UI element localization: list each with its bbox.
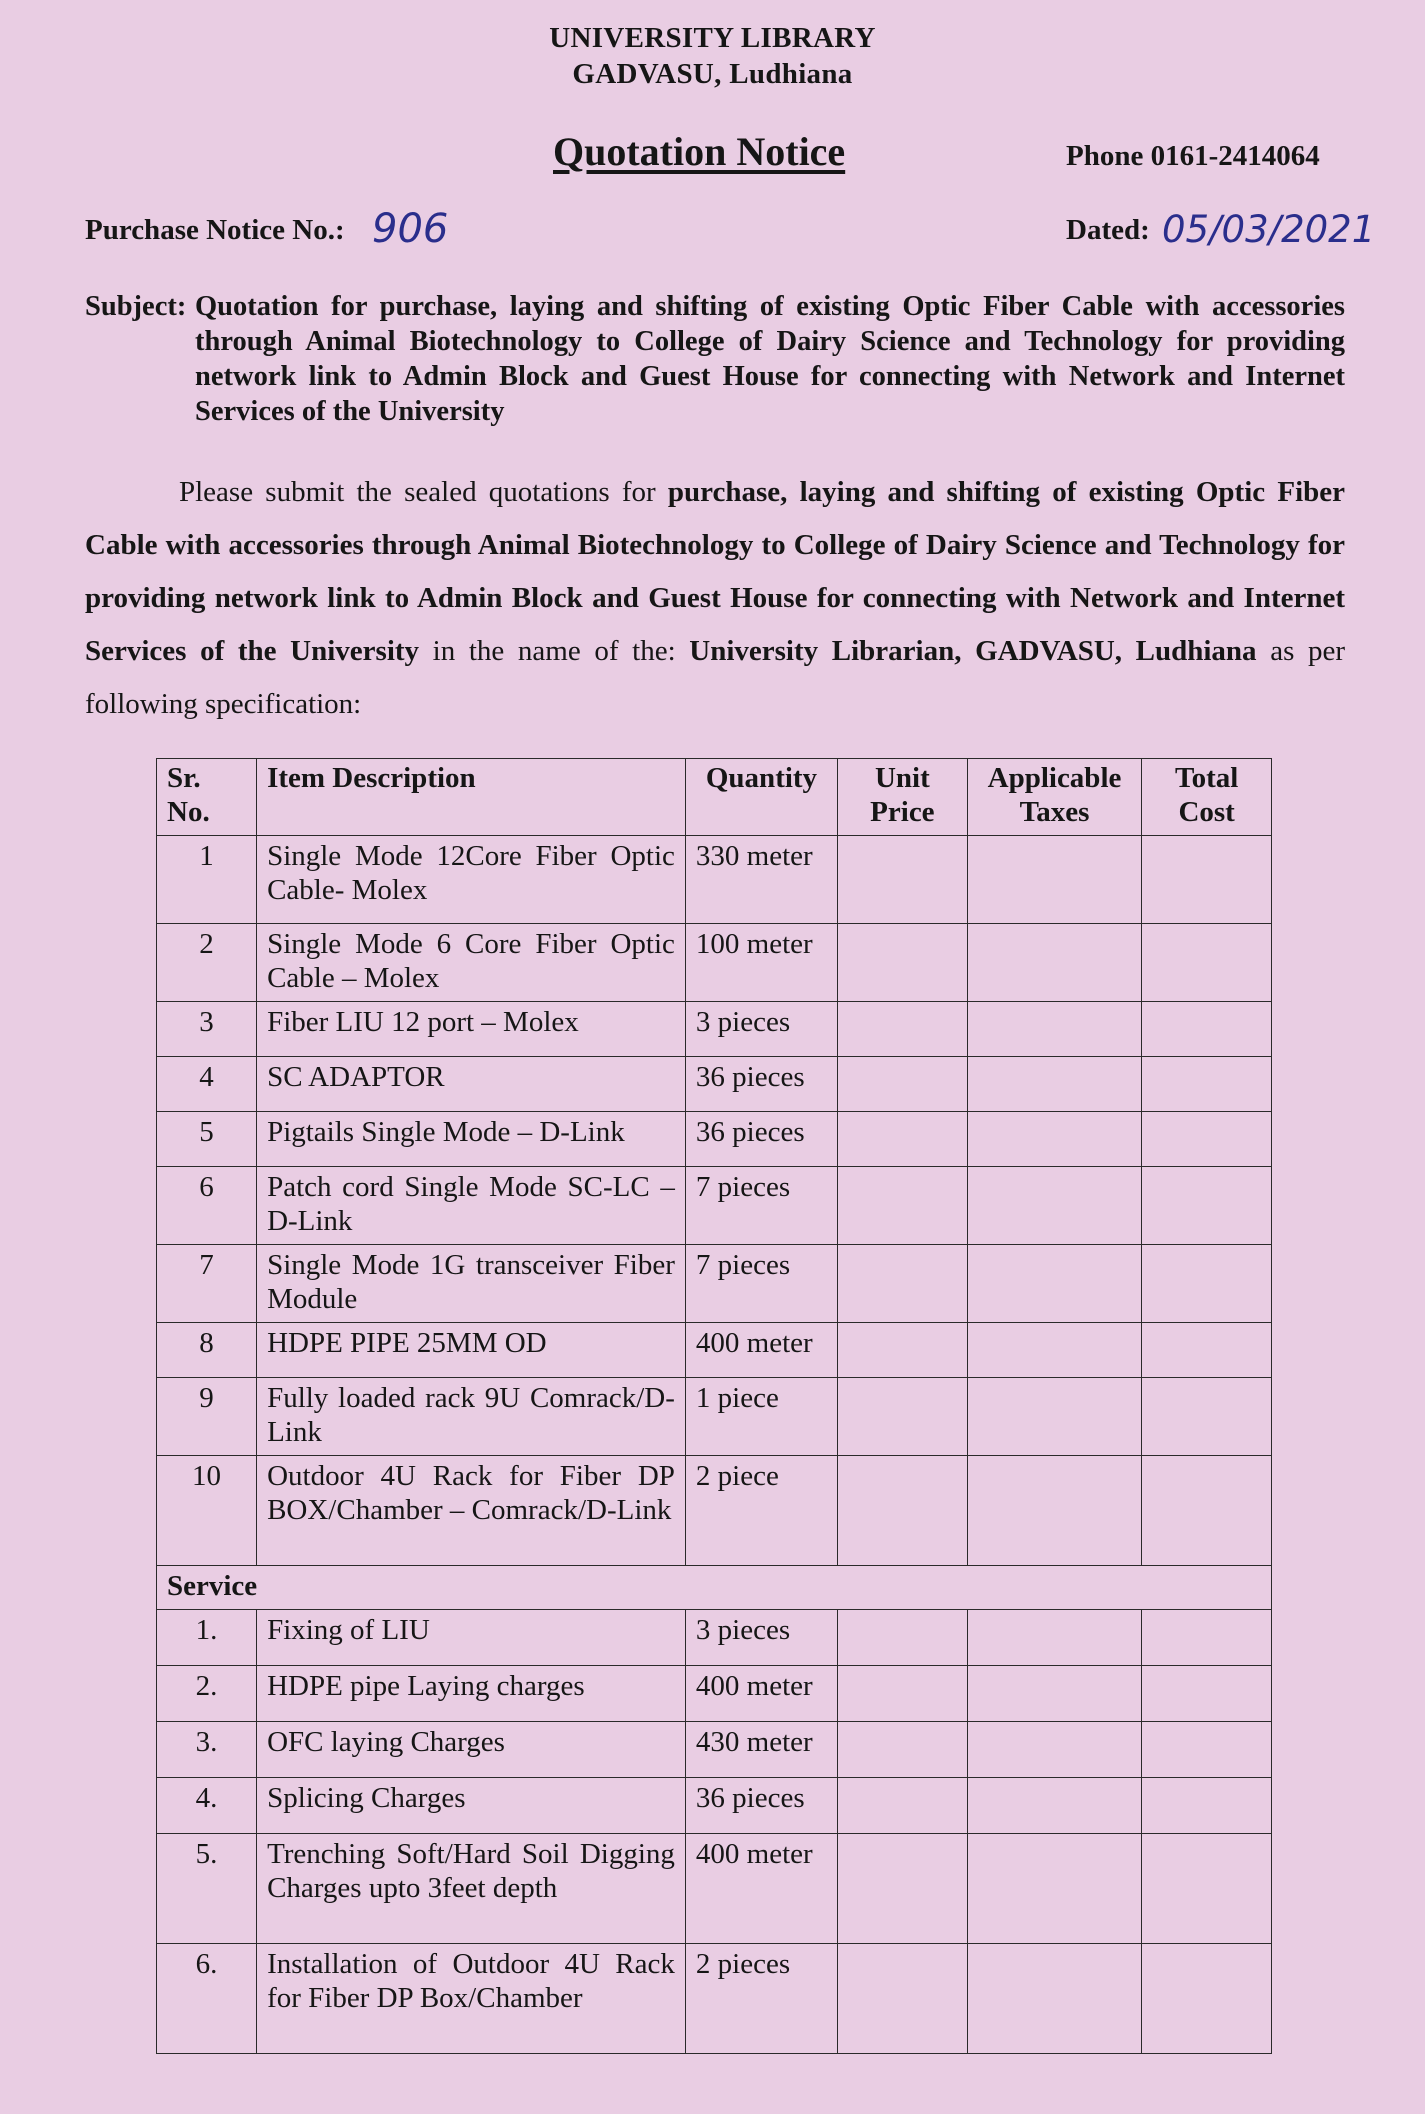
subject-block (85, 289, 1345, 429)
row-sr-no: 1. (157, 1610, 257, 1666)
table-row (157, 1378, 1272, 1456)
row-quantity: 330 meter (685, 836, 837, 924)
row-quantity: 36 pieces (685, 1778, 837, 1834)
row-applicable-taxes (967, 1323, 1142, 1378)
table-row (157, 1245, 1272, 1323)
row-description: Outdoor 4U Rack for Fiber DP BOX/Chamber – Comrack/D-Link (257, 1456, 686, 1566)
row-description: Fixing of LIU (257, 1610, 686, 1666)
header-unit-price: Unit Price (838, 759, 968, 836)
row-description: HDPE pipe Laying charges (257, 1666, 686, 1722)
row-sr-no: 4. (157, 1778, 257, 1834)
row-total-cost (1142, 1112, 1272, 1167)
row-unit-price (838, 1666, 968, 1722)
row-sr-no: 5. (157, 1834, 257, 1944)
table-row (157, 1002, 1272, 1057)
row-total-cost (1142, 924, 1272, 1002)
row-sr-no: 4 (157, 1057, 257, 1112)
row-total-cost (1142, 1722, 1272, 1778)
services-body (157, 1610, 1272, 2054)
table-row (157, 1057, 1272, 1112)
row-total-cost (1142, 1666, 1272, 1722)
row-description: HDPE PIPE 25MM OD (257, 1323, 686, 1378)
row-applicable-taxes (967, 1167, 1142, 1245)
row-description: OFC laying Charges (257, 1722, 686, 1778)
row-description: Single Mode 1G transceiver Fiber Module (257, 1245, 686, 1323)
row-sr-no: 1 (157, 836, 257, 924)
table-row (157, 836, 1272, 924)
row-sr-no: 3. (157, 1722, 257, 1778)
row-description: Pigtails Single Mode – D-Link (257, 1112, 686, 1167)
row-description: Single Mode 6 Core Fiber Optic Cable – Molex (257, 924, 686, 1002)
row-applicable-taxes (967, 1378, 1142, 1456)
row-quantity: 3 pieces (685, 1002, 837, 1057)
row-total-cost (1142, 1245, 1272, 1323)
row-quantity: 3 pieces (685, 1610, 837, 1666)
row-sr-no: 8 (157, 1323, 257, 1378)
row-unit-price (838, 836, 968, 924)
row-quantity: 36 pieces (685, 1057, 837, 1112)
row-total-cost (1142, 1378, 1272, 1456)
specification-table (156, 758, 1272, 2054)
row-quantity: 400 meter (685, 1323, 837, 1378)
row-unit-price (838, 1002, 968, 1057)
row-unit-price (838, 1167, 968, 1245)
row-sr-no: 9 (157, 1378, 257, 1456)
row-applicable-taxes (967, 1456, 1142, 1566)
row-applicable-taxes (967, 924, 1142, 1002)
row-total-cost (1142, 1834, 1272, 1944)
body-paragraph (85, 466, 1345, 731)
row-sr-no: 7 (157, 1245, 257, 1323)
row-total-cost (1142, 1456, 1272, 1566)
row-unit-price (838, 924, 968, 1002)
items-body (157, 836, 1272, 1566)
row-description: Splicing Charges (257, 1778, 686, 1834)
row-unit-price (838, 1245, 968, 1323)
row-applicable-taxes (967, 1245, 1142, 1323)
phone-number: Phone 0161-2414064 (1066, 140, 1320, 172)
row-sr-no: 6. (157, 1944, 257, 2054)
table-header-row (157, 759, 1272, 836)
row-sr-no: 6 (157, 1167, 257, 1245)
row-quantity: 400 meter (685, 1834, 837, 1944)
row-applicable-taxes (967, 1944, 1142, 2054)
page-title: Quotation Notice (553, 129, 846, 174)
header-line-2: GADVASU, Ludhiana (572, 58, 853, 90)
table-row (157, 1666, 1272, 1722)
row-quantity: 1 piece (685, 1378, 837, 1456)
row-applicable-taxes (967, 1722, 1142, 1778)
body-bold-1: purchase, laying and shifting of existing Optic Fiber Cable with accessories through Animal Biotechnology to College of Dairy Science and Technology for providing network link to Admin Block and Guest House for connecting with Network and Internet Services of the University (85, 476, 1345, 667)
row-applicable-taxes (967, 1057, 1142, 1112)
table-row (157, 1722, 1272, 1778)
purchase-notice-number: 906 (372, 206, 449, 252)
service-section-row (157, 1566, 1272, 1610)
row-description: Trenching Soft/Hard Soil Digging Charges upto 3feet depth (257, 1834, 686, 1944)
row-description: Installation of Outdoor 4U Rack for Fiber DP Box/Chamber (257, 1944, 686, 2054)
row-total-cost (1142, 1002, 1272, 1057)
table-row (157, 1834, 1272, 1944)
header-total-cost: Total Cost (1142, 759, 1272, 836)
table-row (157, 1610, 1272, 1666)
row-description: SC ADAPTOR (257, 1057, 686, 1112)
row-quantity: 36 pieces (685, 1112, 837, 1167)
row-quantity: 7 pieces (685, 1245, 837, 1323)
row-unit-price (838, 1610, 968, 1666)
row-description: Fiber LIU 12 port – Molex (257, 1002, 686, 1057)
table-row (157, 1778, 1272, 1834)
body-end: as per following specification: (85, 635, 1346, 720)
row-quantity: 100 meter (685, 924, 837, 1002)
row-description: Fully loaded rack 9U Comrack/D-Link (257, 1378, 686, 1456)
row-unit-price (838, 1112, 968, 1167)
row-quantity: 2 pieces (685, 1944, 837, 2054)
table-row (157, 1112, 1272, 1167)
row-applicable-taxes (967, 1112, 1142, 1167)
row-total-cost (1142, 1057, 1272, 1112)
row-total-cost (1142, 1323, 1272, 1378)
row-applicable-taxes (967, 1002, 1142, 1057)
header-line-1: UNIVERSITY LIBRARY (549, 22, 876, 54)
row-total-cost (1142, 1167, 1272, 1245)
row-sr-no: 3 (157, 1002, 257, 1057)
header-item-description: Item Description (257, 759, 686, 836)
header-quantity: Quantity (685, 759, 837, 836)
row-applicable-taxes (967, 1834, 1142, 1944)
row-sr-no: 2 (157, 924, 257, 1002)
table-row (157, 924, 1272, 1002)
header-sr-no: Sr. No. (157, 759, 257, 836)
service-section-label: Service (157, 1566, 1272, 1610)
row-sr-no: 10 (157, 1456, 257, 1566)
row-unit-price (838, 1456, 968, 1566)
body-intro: Please submit the sealed quotations for (179, 476, 668, 508)
subject-label: Subject: (85, 291, 187, 322)
table-row (157, 1323, 1272, 1378)
table-row (157, 1944, 1272, 2054)
subject-text: Quotation for purchase, laying and shifting of existing Optic Fiber Cable with accessories through Animal Biotechnology to College of Dairy Science and Technology for providing network link to Admin Block and Guest House for connecting with Network and Internet Services of the University (195, 291, 1345, 427)
row-quantity: 2 piece (685, 1456, 837, 1566)
table-row (157, 1167, 1272, 1245)
row-sr-no: 2. (157, 1666, 257, 1722)
row-total-cost (1142, 1778, 1272, 1834)
row-unit-price (838, 1834, 968, 1944)
row-total-cost (1142, 1610, 1272, 1666)
row-unit-price (838, 1944, 968, 2054)
dated-value: 05/03/2021 (1162, 208, 1376, 251)
row-unit-price (838, 1057, 968, 1112)
row-applicable-taxes (967, 1778, 1142, 1834)
purchase-notice-label: Purchase Notice No.: (85, 214, 345, 246)
row-unit-price (838, 1722, 968, 1778)
body-bold-2: University Librarian, GADVASU, Ludhiana (689, 635, 1257, 667)
row-unit-price (838, 1778, 968, 1834)
row-quantity: 400 meter (685, 1666, 837, 1722)
body-mid: in the name of the: (419, 635, 690, 667)
row-quantity: 430 meter (685, 1722, 837, 1778)
row-quantity: 7 pieces (685, 1167, 837, 1245)
row-unit-price (838, 1378, 968, 1456)
row-unit-price (838, 1323, 968, 1378)
dated-label: Dated: (1066, 214, 1150, 246)
row-applicable-taxes (967, 836, 1142, 924)
row-description: Single Mode 12Core Fiber Optic Cable- Molex (257, 836, 686, 924)
header-applicable-taxes: Applicable Taxes (967, 759, 1142, 836)
row-sr-no: 5 (157, 1112, 257, 1167)
row-total-cost (1142, 836, 1272, 924)
table-row (157, 1456, 1272, 1566)
row-applicable-taxes (967, 1610, 1142, 1666)
row-description: Patch cord Single Mode SC-LC – D-Link (257, 1167, 686, 1245)
row-applicable-taxes (967, 1666, 1142, 1722)
row-total-cost (1142, 1944, 1272, 2054)
